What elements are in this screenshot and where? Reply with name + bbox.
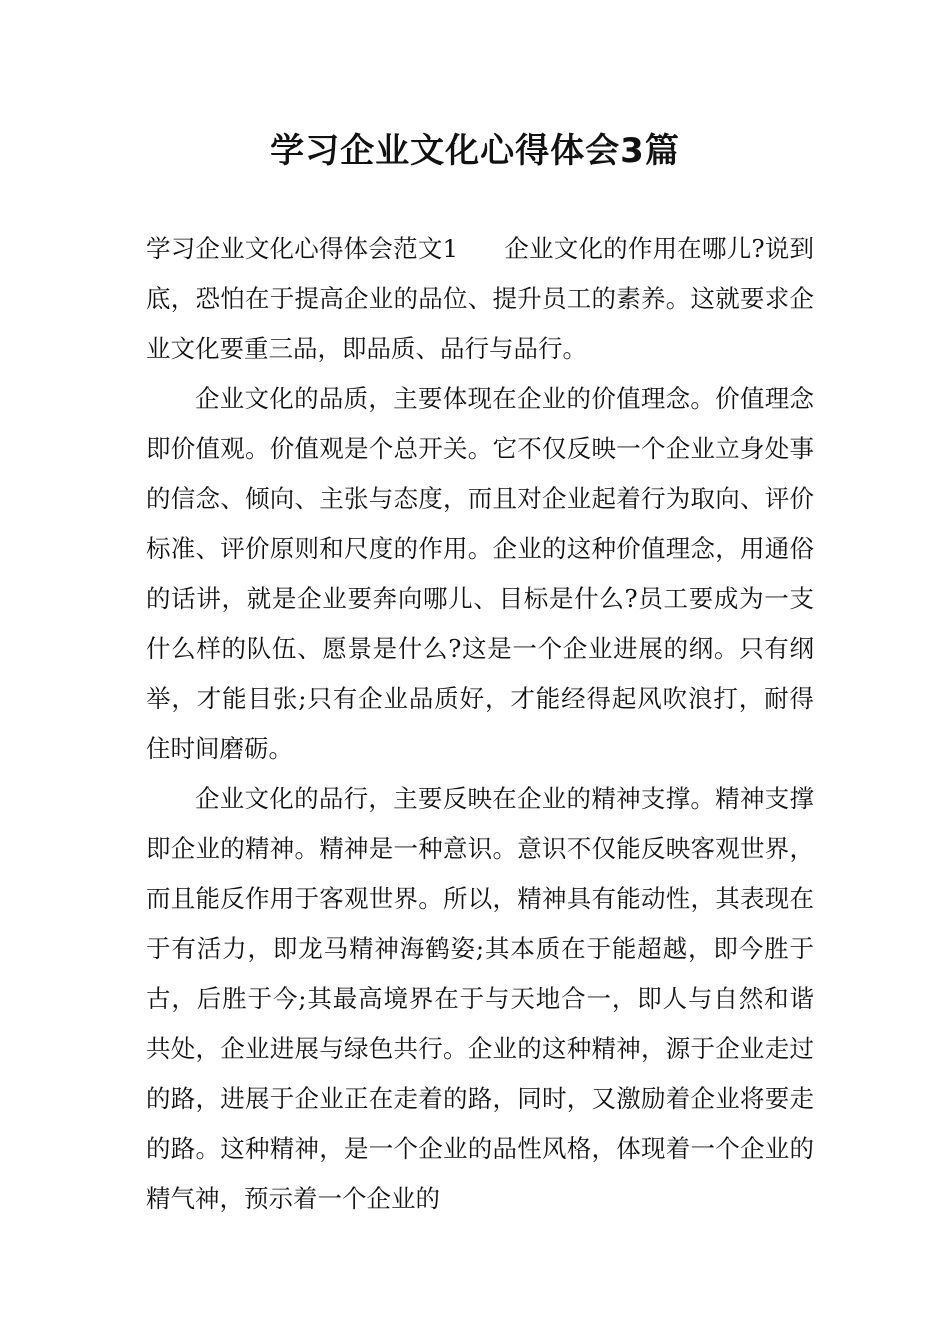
paragraph-1: 企业文化的作用在哪儿?说到底，恐怕在于提高企业的品位、提升员工的素养。这就要求企业文化要重三品，即品质、品行与品行。	[146, 234, 814, 363]
document-title: 学习企业文化心得体会3篇	[270, 131, 680, 171]
intro-paragraph	[146, 224, 814, 374]
document-body	[146, 224, 814, 1224]
intro-heading: 学习企业文化心得体会范文1	[146, 234, 459, 263]
paragraph-2: 企业文化的品质，主要体现在企业的价值理念。价值理念即价值观。价值观是个总开关。它不仅反映一个企业立身处事的信念、倾向、主张与态度，而且对企业起着行为取向、评价标准、评价原则和尺度的作用。企业的这种价值理念，用通俗的话讲，就是企业要奔向哪儿、目标是什么?员工要成为一支什么样的队伍、愿景是什么?这是一个企业进展的纲。只有纲举，才能目张;只有企业品质好，才能经得起风吹浪打，耐得住时间磨砺。	[146, 384, 814, 763]
paragraph-3: 企业文化的品行，主要反映在企业的精神支撑。精神支撑即企业的精神。精神是一种意识。意识不仅能反映客观世界，而且能反作用于客观世界。所以，精神具有能动性，其表现在于有活力，即龙马精神海鹤姿;其本质在于能超越，即今胜于古，后胜于今;其最高境界在于与天地合一，即人与自然和谐共处，企业进展与绿色共行。企业的这种精神，源于企业走过的路，进展于企业正在走着的路，同时，又激励着企业将要走的路。这种精神，是一个企业的品性风格，体现着一个企业的精气神，预示着一个企业的	[146, 784, 814, 1213]
